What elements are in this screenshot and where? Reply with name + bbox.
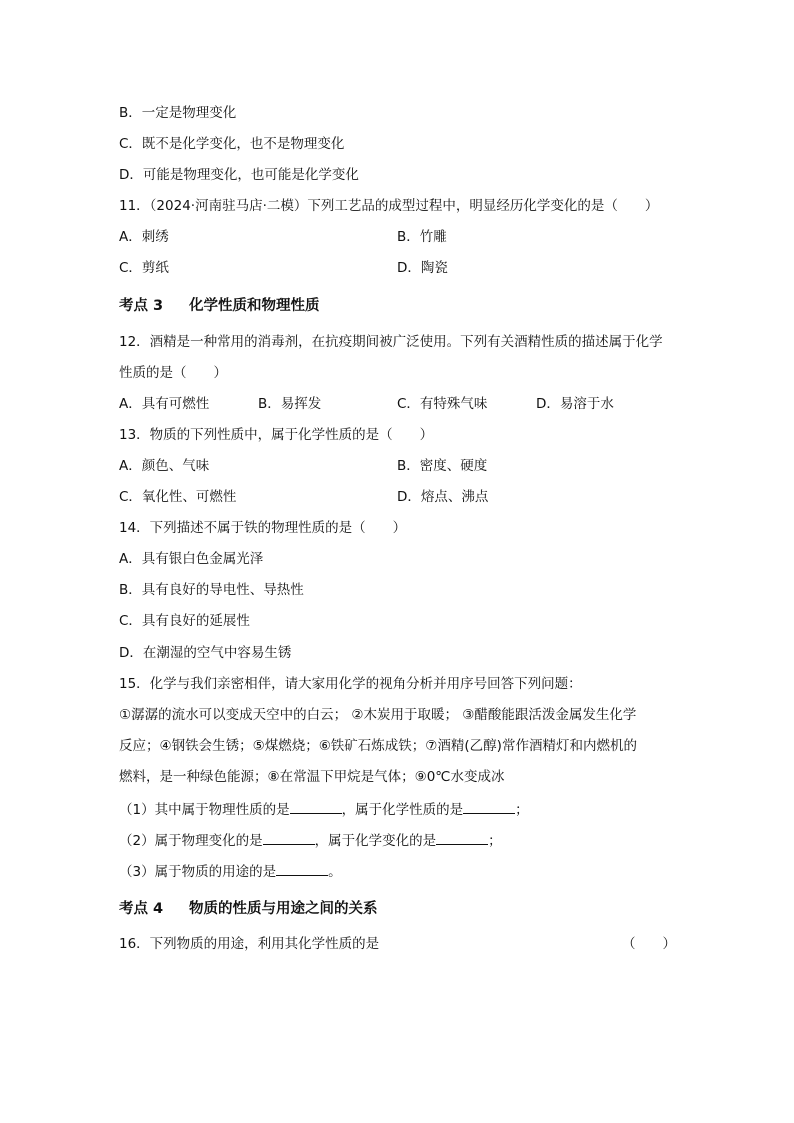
q15-sub1-end: ； xyxy=(515,802,529,818)
q15-items-line3: 燃料，是一种绿色能源；⑧在常温下甲烷是气体；⑨0℃水变成冰 xyxy=(119,769,505,785)
q10-option-b: B．一定是物理变化 xyxy=(119,105,237,121)
q15-items-line1: ①潺潺的流水可以变成天空中的白云； ②木炭用于取暖； ③醋酸能跟活泼金属发生化学 xyxy=(119,707,637,723)
q15-sub1-blank-1[interactable] xyxy=(290,800,342,814)
q15-sub1 xyxy=(119,800,529,819)
q13-option-a: A．颜色、气味 xyxy=(119,458,210,474)
q14-stem: 14．下列描述不属于铁的物理性质的是（ ） xyxy=(119,520,407,536)
q15-sub2-blank-2[interactable] xyxy=(436,831,488,845)
section-3-label: 考点 3 xyxy=(119,298,164,314)
q12-option-c: C．有特殊气味 xyxy=(397,396,488,412)
q15-stem: 15．化学与我们亲密相伴，请大家用化学的视角分析并用序号回答下列问题： xyxy=(119,676,582,692)
q12-options-row xyxy=(119,395,679,413)
q14-option-c: C．具有良好的延展性 xyxy=(119,613,250,629)
q12-option-a: A．具有可燃性 xyxy=(119,396,210,412)
q11-option-d: D．陶瓷 xyxy=(397,260,448,276)
q15-sub3-text-a: （3）属于物质的用途的是 xyxy=(119,864,277,880)
q15-sub3 xyxy=(119,862,342,881)
q13-option-d: D．熔点、沸点 xyxy=(397,489,489,505)
section-4-label: 考点 4 xyxy=(119,901,164,917)
q14-option-a: A．具有银白色金属光泽 xyxy=(119,551,264,567)
q13-option-b: B．密度、硬度 xyxy=(397,458,488,474)
section-4-heading xyxy=(119,900,378,918)
q10-option-c: C．既不是化学变化，也不是物理变化 xyxy=(119,136,345,152)
q12-stem-line1: 12．酒精是一种常用的消毒剂，在抗疫期间被广泛使用。下列有关酒精性质的描述属于化学 xyxy=(119,334,663,350)
q15-sub2 xyxy=(119,831,502,850)
q11-option-c: C．剪纸 xyxy=(119,260,169,276)
q12-option-d: D．易溶于水 xyxy=(536,396,614,412)
q11-option-a: A．刺绣 xyxy=(119,229,169,245)
q15-sub2-text-b: ，属于化学变化的是 xyxy=(314,833,437,849)
q15-sub2-end: ； xyxy=(488,833,502,849)
q13-option-c: C．氧化性、可燃性 xyxy=(119,489,237,505)
q15-items-line2: 反应；④钢铁会生锈；⑤煤燃烧；⑥铁矿石炼成铁；⑦酒精(乙醇)常作酒精灯和内燃机的 xyxy=(119,738,637,754)
q15-sub2-blank-1[interactable] xyxy=(263,831,315,845)
q15-sub1-blank-2[interactable] xyxy=(463,800,515,814)
q16-stem: 16．下列物质的用途，利用其化学性质的是 xyxy=(119,936,380,952)
q11-stem: 11．（2024·河南驻马店·二模）下列工艺品的成型过程中，明显经历化学变化的是（ ） xyxy=(119,198,659,214)
q11-option-b: B．竹雕 xyxy=(397,229,447,245)
q16-answer-paren: （ ） xyxy=(622,936,676,952)
q10-option-d: D．可能是物理变化，也可能是化学变化 xyxy=(119,167,359,183)
q13-stem: 13．物质的下列性质中，属于化学性质的是（ ） xyxy=(119,427,434,443)
section-3-title: 化学性质和物理性质 xyxy=(189,298,320,314)
section-4-title: 物质的性质与用途之间的关系 xyxy=(189,901,378,917)
section-3-heading xyxy=(119,297,320,315)
q15-sub1-text-b: ，属于化学性质的是 xyxy=(341,802,464,818)
q14-option-b: B．具有良好的导电性、导热性 xyxy=(119,582,304,598)
q15-sub3-blank[interactable] xyxy=(276,862,328,876)
q14-option-d: D．在潮湿的空气中容易生锈 xyxy=(119,645,292,661)
q12-option-b: B．易挥发 xyxy=(258,396,322,412)
q15-sub1-text-a: （1）其中属于物理性质的是 xyxy=(119,802,290,818)
q15-sub3-end: 。 xyxy=(328,864,342,880)
q12-stem-line2: 性质的是（ ） xyxy=(119,365,227,381)
q15-sub2-text-a: （2）属于物理变化的是 xyxy=(119,833,263,849)
